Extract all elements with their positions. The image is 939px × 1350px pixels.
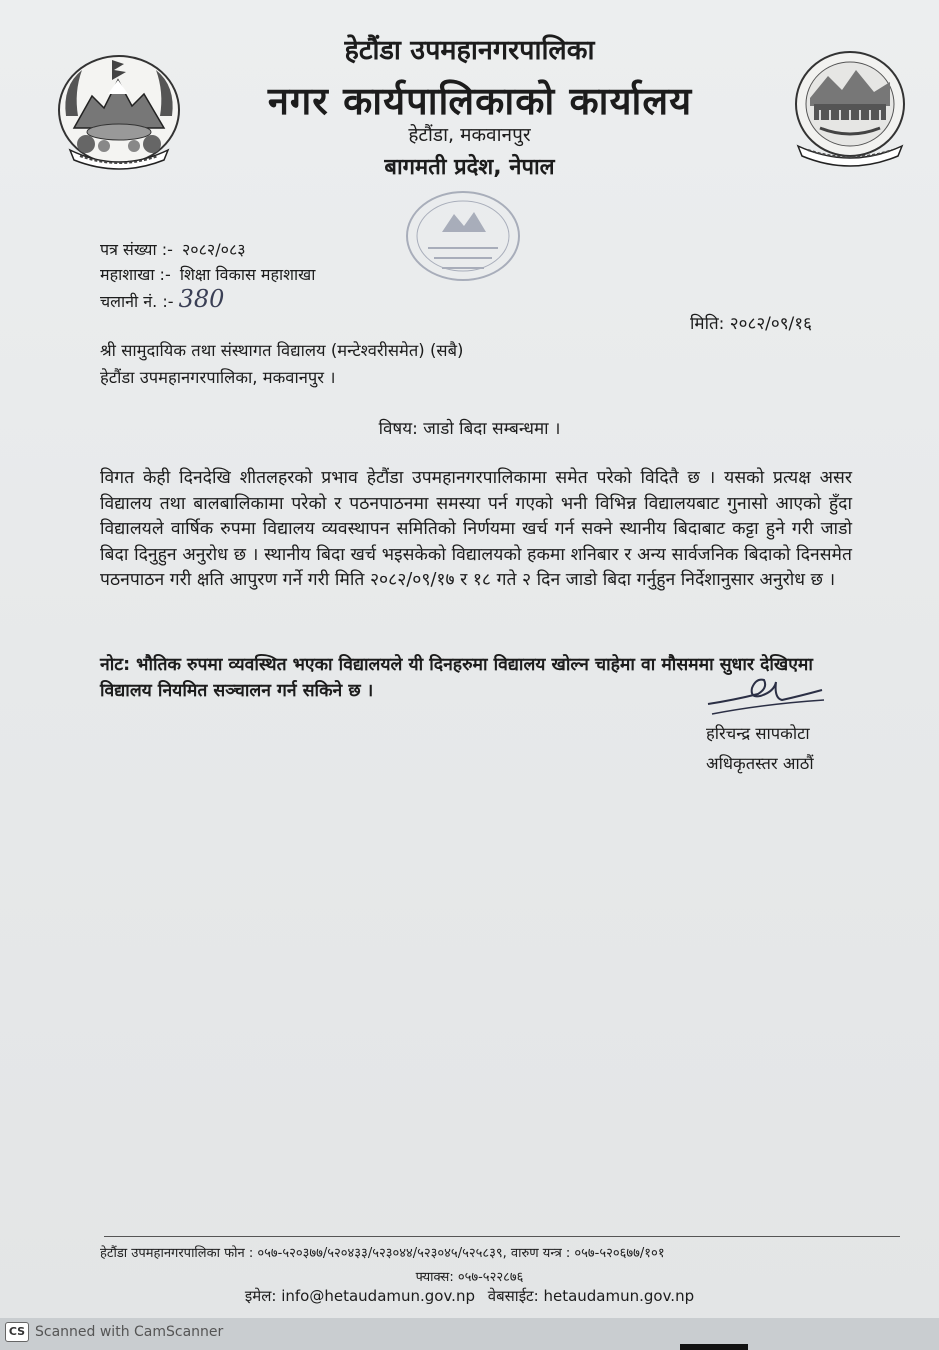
camscanner-watermark <box>5 1322 223 1342</box>
signatory-name: हरिचन्द्र सापकोटा <box>706 724 810 743</box>
office-title: नगर कार्यपालिकाको कार्यालय <box>267 79 693 123</box>
letter-date: मिति: २०८२/०९/१६ <box>690 314 812 334</box>
footer-phone: हेटौंडा उपमहानगरपालिका फोन : ०५७-५२०३७७/५२०४३३/५२३०४४/५२३०४५/५२५८३९, वारुण यन्त्र : ०५७-५२०६७७/१०१ <box>100 1246 665 1261</box>
bottom-bar <box>680 1344 748 1350</box>
division <box>100 263 315 285</box>
letter-number-value: २०८२/०८३ <box>181 240 246 259</box>
division-label: महाशाखा :- <box>100 265 171 284</box>
recipient-line-2: हेटौंडा उपमहानगरपालिका, मकवानपुर । <box>100 368 336 387</box>
dispatch-number <box>100 285 224 313</box>
municipality-name: हेटौंडा उपमहानगरपालिका <box>344 35 595 66</box>
letter-number-label: पत्र संख्या :- <box>100 240 173 259</box>
office-stamp <box>398 186 528 286</box>
province-country: बागमती प्रदेश, नेपाल <box>384 155 555 180</box>
dispatch-number-value: 380 <box>178 285 225 313</box>
signature <box>704 674 828 720</box>
recipient-line-1: श्री सामुदायिक तथा संस्थागत विद्यालय (मन्टेश्वरीसमेत) (सबै) <box>100 341 464 360</box>
footer-email-label: इमेल: <box>244 1287 277 1305</box>
camscanner-icon: CS <box>5 1322 29 1342</box>
signatory-designation: अधिकृतस्तर आठौं <box>706 754 814 773</box>
footer-contact <box>0 1286 939 1306</box>
dispatch-number-label: चलानी नं. :- <box>100 292 174 311</box>
camscanner-label: Scanned with CamScanner <box>35 1324 224 1340</box>
letter-body: विगत केही दिनदेखि शीतलहरको प्रभाव हेटौंडा उपमहानगरपालिकामा समेत परेको विदितै छ । यसको प्रत्यक्ष असर विद्यालय तथा बालबालिकामा परेको र पठनपाठनमा समस्या पर्न गएको भनी विभिन्न विद्यालयबाट गुनासो आएको हुँदा विद्यालयले वार्षिक रुपमा विद्यालय व्यवस्थापन समितिको निर्णयमा खर्च गर्न सक्ने स्थानीय बिदाबाट कट्टा हुने गरी जाडो बिदा दिनुहुन अनुरोध छ । स्थानीय बिदा खर्च भइसकेको विद्यालयको हकमा शनिबार र अन्य सार्वजनिक बिदाको दिनसमेत पठनपाठन गरी क्षति आपुरण गर्ने गरी मिति २०८२/०९/१७ र १८ गते २ दिन जाडो बिदा गर्नुहुन निर्देशानुसार अनुरोध छ । <box>100 468 852 590</box>
footer-email: info@hetaudamun.gov.np <box>281 1287 475 1305</box>
subject-line: विषय: जाडो बिदा सम्बन्धमा । <box>378 419 561 439</box>
footer-website: hetaudamun.gov.np <box>543 1287 695 1305</box>
letter-number <box>100 238 246 260</box>
letter-note: नोट: भौतिक रुपमा व्यवस्थित भएका विद्यालयले यी दिनहरुमा विद्यालय खोल्न चाहेमा वा मौसममा सुधार देखिएमा विद्यालय नियमित सञ्चालन गर्न सकिने छ । <box>100 655 813 701</box>
footer-divider <box>104 1236 900 1237</box>
footer-website-label: वेबसाईट: <box>487 1287 539 1305</box>
footer-fax: फ्याक्स: ०५७-५२२८७६ <box>415 1270 524 1285</box>
division-value: शिक्षा विकास महाशाखा <box>179 265 316 284</box>
office-location: हेटौंडा, मकवानपुर <box>408 124 531 146</box>
